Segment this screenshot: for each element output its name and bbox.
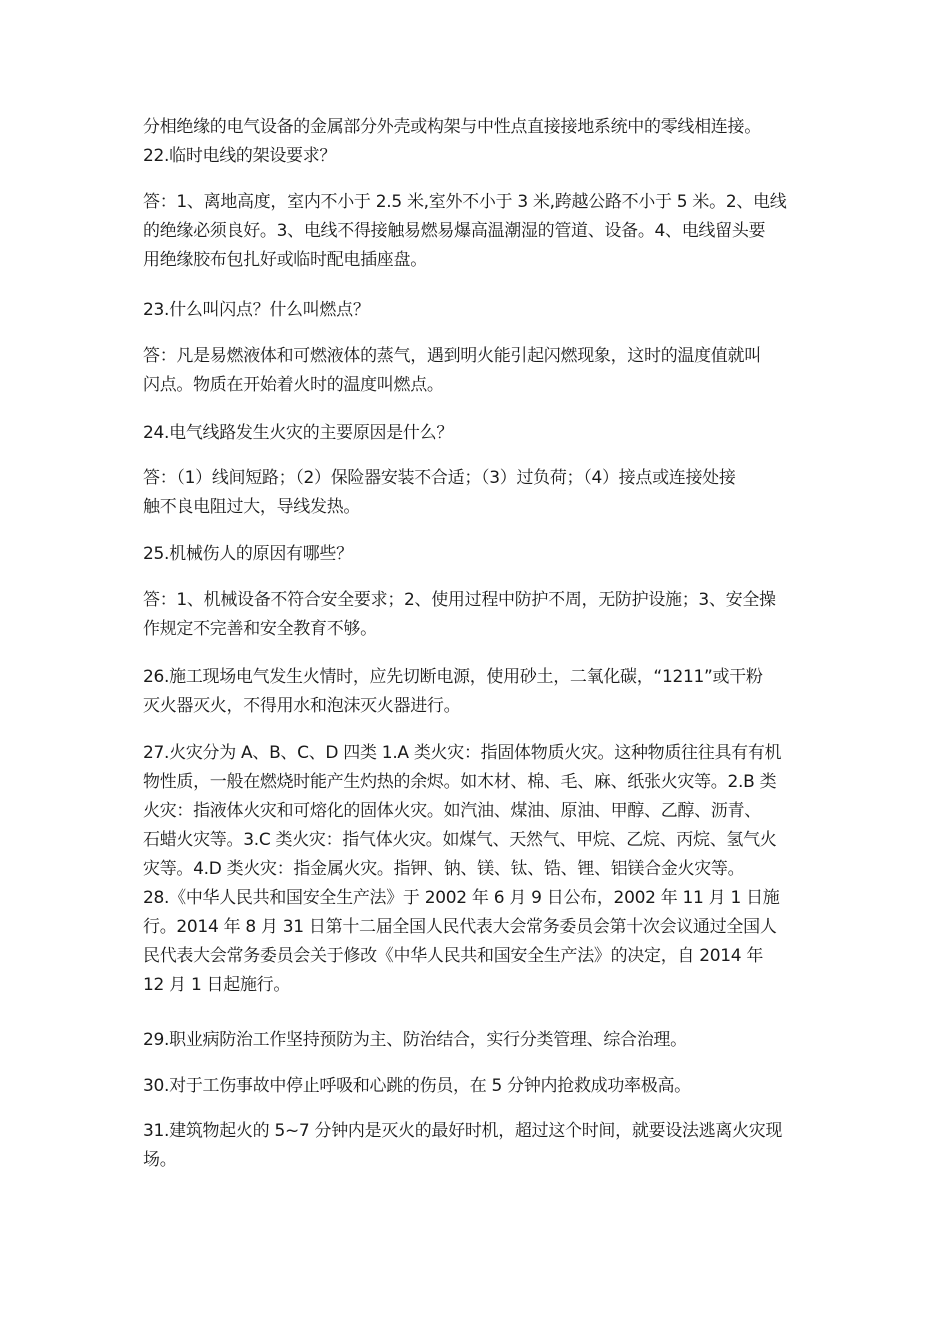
- answer-24: [143, 464, 811, 522]
- question-24: [143, 419, 811, 448]
- text-line: 23.什么叫闪点？什么叫燃点？: [143, 300, 370, 320]
- text-line: 火灾：指液体火灾和可熔化的固体火灾。如汽油、煤油、原油、甲醇、乙醇、沥青、: [143, 801, 761, 821]
- text-line: 28.《中华人民共和国安全生产法》于 2002 年 6 月 9 日公布，2002 年 11 月 1 日施: [143, 888, 780, 908]
- item-26: [143, 663, 811, 721]
- text-line: 灭火器灭火，不得用水和泡沫灭火器进行。: [143, 696, 461, 716]
- text-line: 石蜡火灾等。3.C 类火灾：指气体火灾。如煤气、天然气、甲烷、乙烷、丙烷、氢气火: [143, 830, 777, 850]
- answer-23: [143, 342, 811, 400]
- text-line: 27.火灾分为 A、B、C、D 四类 1.A 类火灾：指固体物质火灾。这种物质往往具有有机: [143, 743, 782, 763]
- text-line: 答：1、机械设备不符合安全要求；2、使用过程中防护不周，无防护设施；3、安全操: [143, 590, 776, 610]
- paragraph-electrical-grounding: [143, 113, 811, 171]
- text-line: 的绝缘必须良好。3、电线不得接触易燃易爆高温潮湿的管道、设备。4、电线留头要: [143, 221, 766, 241]
- text-line: 民代表大会常务委员会关于修改《中华人民共和国安全生产法》的决定，自 2014 年: [143, 946, 764, 966]
- text-line: 行。2014 年 8 月 31 日第十二届全国人民代表大会常务委员会第十次会议通过全国人: [143, 917, 777, 937]
- text-line: 26.施工现场电气发生火情时，应先切断电源，使用砂土，二氧化碳，“1211”或干粉: [143, 667, 763, 687]
- text-line: 31.建筑物起火的 5~7 分钟内是灭火的最好时机，超过这个时间，就要设法逃离火灾现: [143, 1121, 783, 1141]
- answer-25: [143, 586, 811, 644]
- answer-22: [143, 188, 811, 275]
- item-31: [143, 1117, 811, 1175]
- text-line: 物性质，一般在燃烧时能产生灼热的余烬。如木材、棉、毛、麻、纸张火灾等。2.B 类: [143, 772, 777, 792]
- text-line: 12 月 1 日起施行。: [143, 975, 291, 995]
- text-line: 29.职业病防治工作坚持预防为主、防治结合，实行分类管理、综合治理。: [143, 1030, 687, 1050]
- item-27-28: [143, 739, 811, 1000]
- item-30: [143, 1072, 811, 1101]
- text-line: 场。: [143, 1150, 177, 1170]
- question-23: [143, 296, 811, 325]
- question-25: [143, 540, 811, 569]
- text-line: 触不良电阻过大，导线发热。: [143, 497, 361, 517]
- text-line: 24.电气线路发生火灾的主要原因是什么？: [143, 423, 454, 443]
- text-line: 作规定不完善和安全教育不够。: [143, 619, 377, 639]
- text-line: 用绝缘胶布包扎好或临时配电插座盘。: [143, 250, 427, 270]
- text-line: 30.对于工伤事故中停止呼吸和心跳的伤员，在 5 分钟内抢救成功率极高。: [143, 1076, 691, 1096]
- text-line: 闪点。物质在开始着火时的温度叫燃点。: [143, 375, 444, 395]
- question-22: 22.临时电线的架设要求？: [143, 146, 337, 166]
- item-29: [143, 1026, 811, 1055]
- text-line: 答：凡是易燃液体和可燃液体的蒸气，遇到明火能引起闪燃现象，这时的温度值就叫: [143, 346, 761, 366]
- text-line: 25.机械伤人的原因有哪些？: [143, 544, 353, 564]
- text-line: 答：1、离地高度，室内不小于 2.5 米,室外不小于 3 米,跨越公路不小于 5 米。2、电线: [143, 192, 787, 212]
- text-line: 答：（1）线间短路；（2）保险器安装不合适；（3）过负荷；（4）接点或连接处接: [143, 468, 736, 488]
- text-line: 分相绝缘的电气设备的金属部分外壳或构架与中性点直接接地系统中的零线相连接。: [143, 117, 761, 137]
- text-line: 灾等。4.D 类火灾：指金属火灾。指钾、钠、镁、钛、锆、锂、铝镁合金火灾等。: [143, 859, 745, 879]
